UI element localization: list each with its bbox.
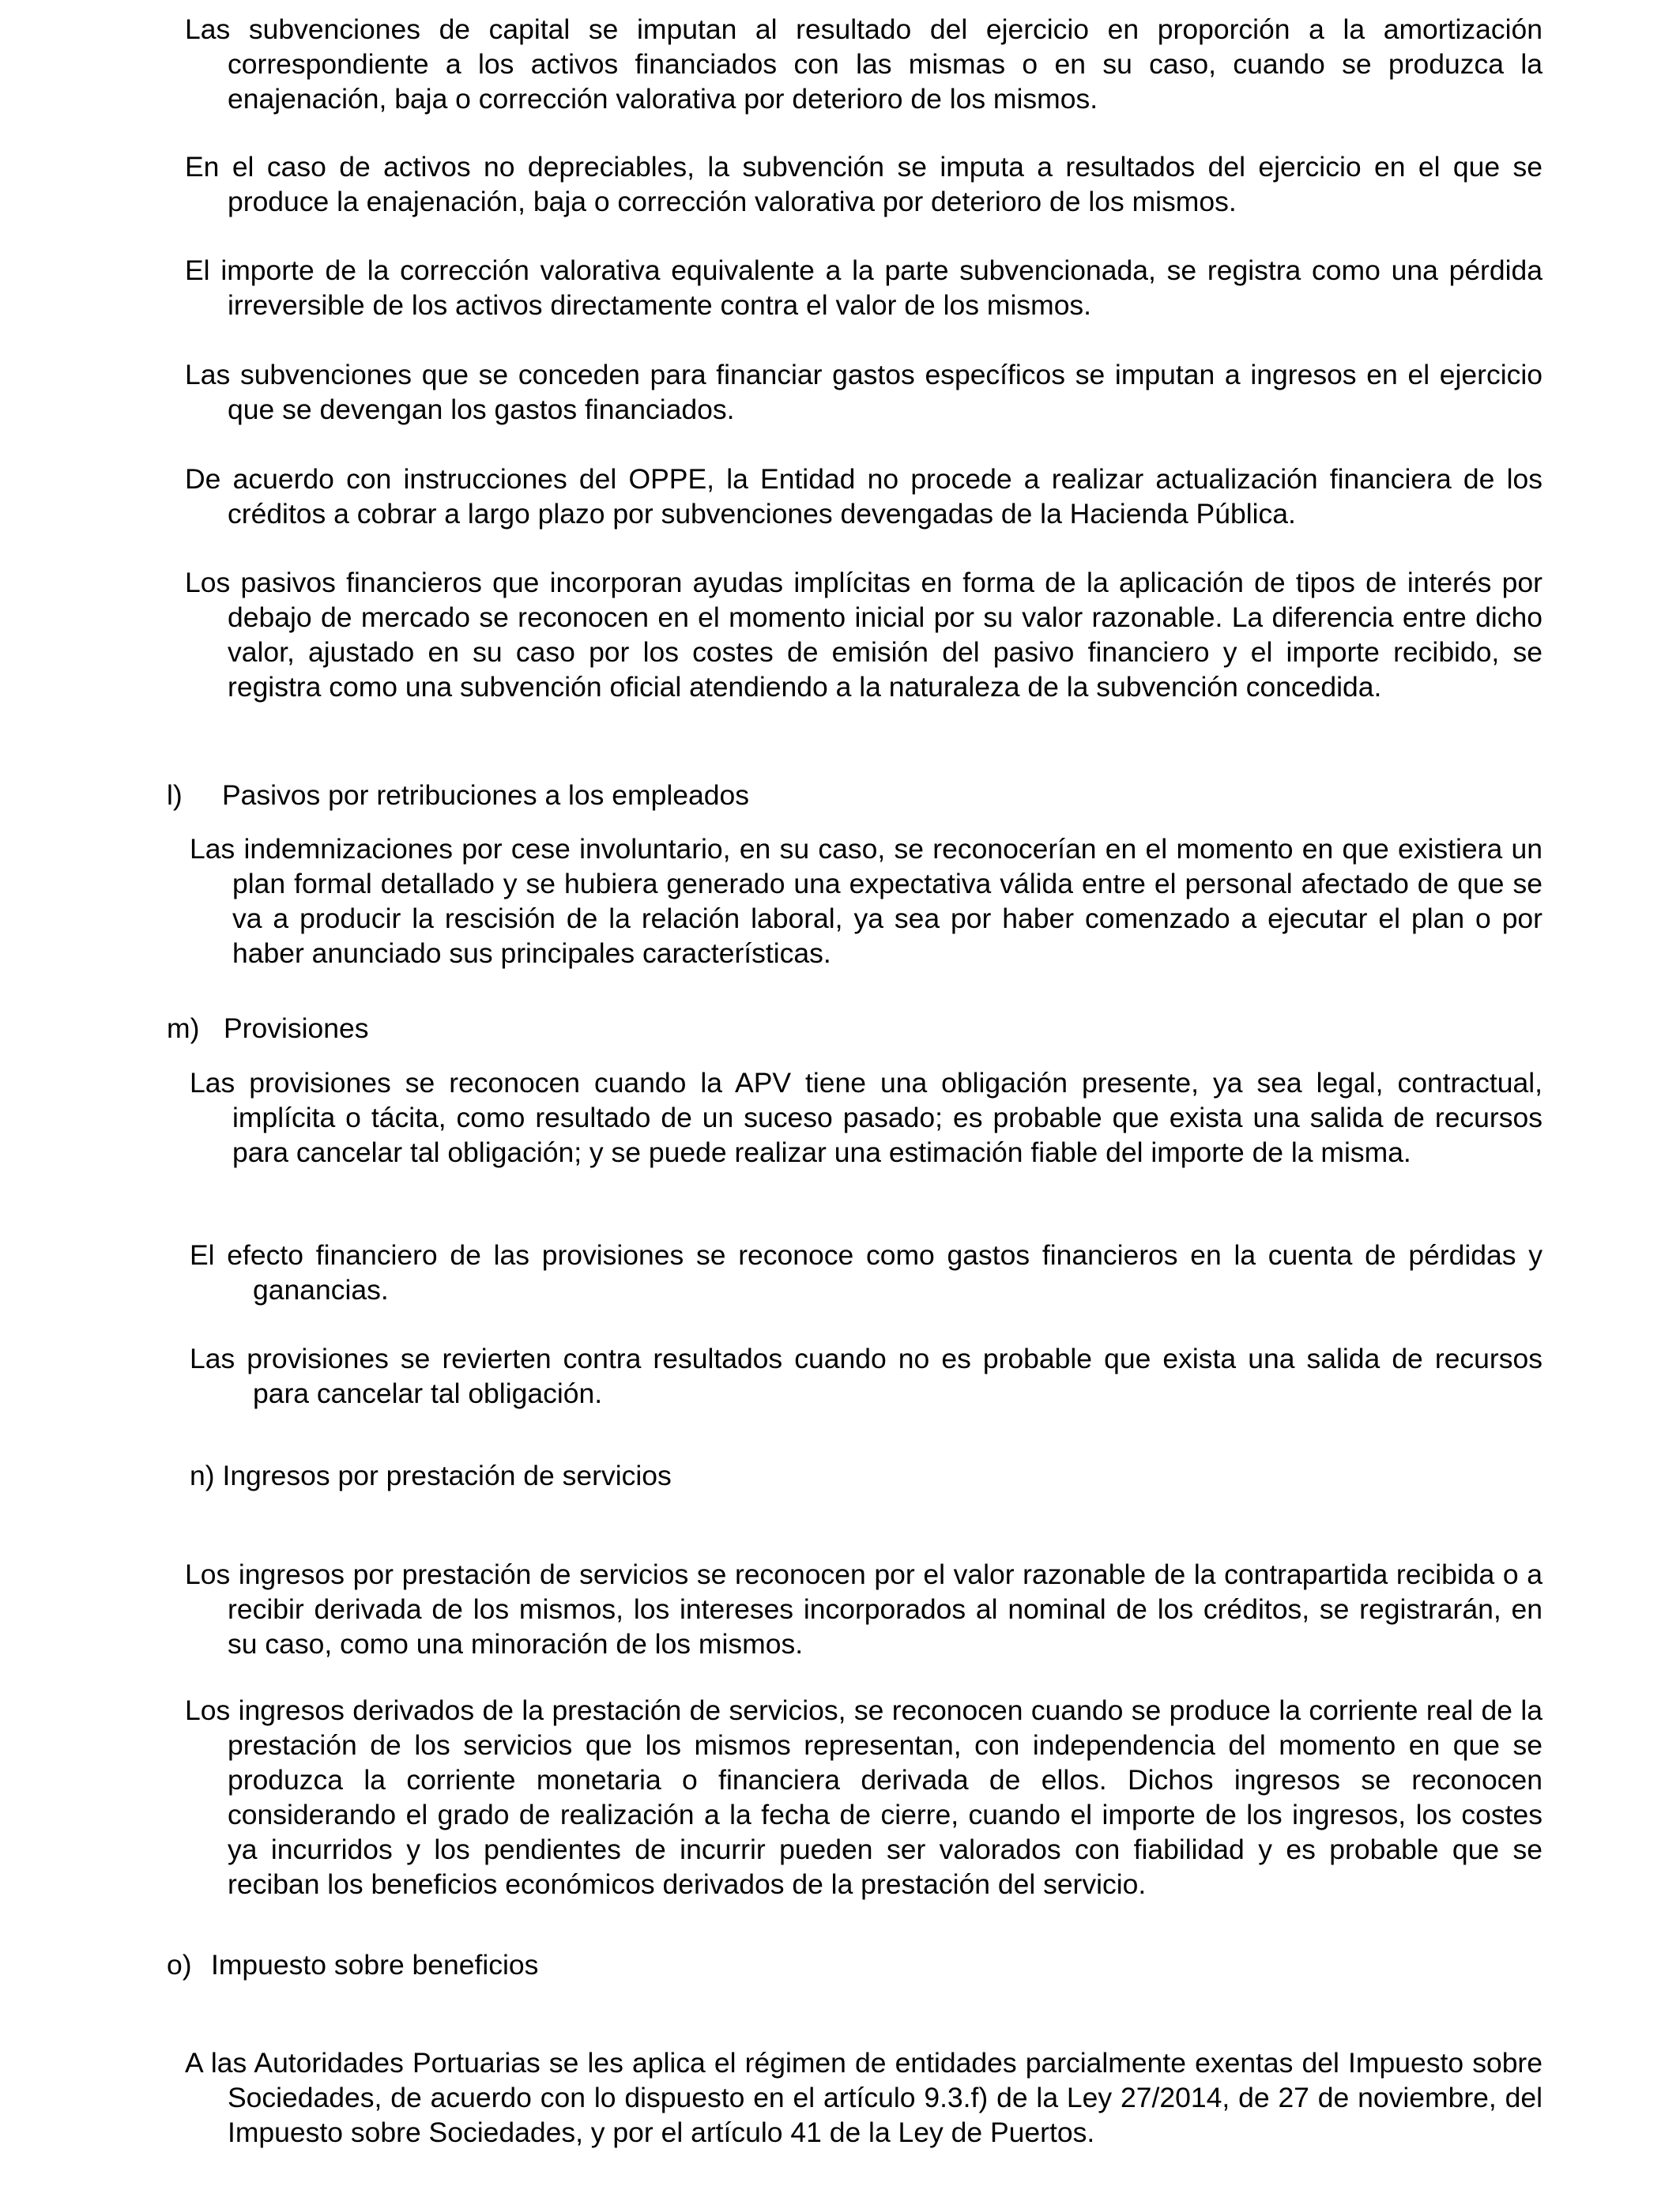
section-marker: o) (167, 1949, 192, 1981)
section-heading-l (167, 778, 749, 812)
paragraph-activos-no-depreciables: En el caso de activos no depreciables, la subvención se imputa a resultados del ejercicio en el que se produce la enajenación, baja o corrección valorativa por deterioro de los mismos. (185, 151, 1543, 217)
paragraph-indemnizaciones: Las indemnizaciones por cese involuntario, en su caso, se reconocerían en el momento en que existiera un plan formal detallado y se hubiera generado una expectativa válida entre el personal afectado de que se va a producir la rescisión de la relación laboral, ya sea por haber comenzado a ejecutar el plan o por haber anunciado sus principales características. (190, 833, 1543, 969)
paragraph-provisiones-reconocen: Las provisiones se reconocen cuando la APV tiene una obligación presente, ya sea legal, contractual, implícita o tácita, como resultado de un suceso pasado; es probable que exista una salida de recursos para cancelar tal obligación; y se puede realizar una estimación fiable del importe de la misma. (190, 1067, 1543, 1168)
section-title: Ingresos por prestación de servicios (222, 1460, 672, 1491)
section-title: Provisiones (224, 1012, 369, 1044)
section-heading-n (190, 1458, 672, 1493)
section-marker: l) (167, 779, 183, 811)
paragraph-correccion-valorativa: El importe de la corrección valorativa equivalente a la parte subvencionada, se registra como una pérdida irreversible de los activos directamente contra el valor de los mismos. (185, 254, 1543, 321)
section-marker: n) (190, 1460, 215, 1491)
section-title: Pasivos por retribuciones a los empleados (222, 779, 749, 811)
section-marker: m) (167, 1012, 200, 1044)
section-heading-o (167, 1947, 538, 1982)
paragraph-pasivos-financieros: Los pasivos financieros que incorporan ayudas implícitas en forma de la aplicación de tipos de interés por debajo de mercado se reconocen en el momento inicial por su valor razonable. La diferencia entre dicho valor, ajustado en su caso por los costes de emisión del pasivo financiero y el importe recibido, se registra como una subvención oficial atendiendo a la naturaleza de la subvención concedida. (185, 567, 1543, 703)
paragraph-gastos-especificos: Las subvenciones que se conceden para financiar gastos específicos se imputan a ingresos en el ejercicio que se devengan los gastos financiados. (185, 359, 1543, 425)
paragraph-subvenciones-capital: Las subvenciones de capital se imputan al resultado del ejercicio en proporción a la amortización correspondiente a los activos financiados con las mismas o en su caso, cuando se produzca la enajenación, baja o corrección valorativa por deterioro de los mismos. (185, 13, 1543, 115)
section-heading-m (167, 1011, 369, 1046)
paragraph-efecto-financiero: El efecto financiero de las provisiones se reconoce como gastos financieros en la cuenta de pérdidas y ganancias. (190, 1239, 1543, 1306)
paragraph-ingresos-corriente-real: Los ingresos derivados de la prestación de servicios, se reconocen cuando se produce la corriente real de la prestación de los servicios que los mismos representan, con independencia del momento en que se produzca la corriente monetaria o financiera derivada de ellos. Dichos ingresos se reconocen considerando el grado de realización a la fecha de cierre, cuando el importe de los ingresos, los costes ya incurridos y los pendientes de incurrir pueden ser valorados con fiabilidad y es probable que se reciban los beneficios económicos derivados de la prestación del servicio. (185, 1695, 1543, 1900)
paragraph-ingresos-valor-razonable: Los ingresos por prestación de servicios se reconocen por el valor razonable de la contrapartida recibida o a recibir derivada de los mismos, los intereses incorporados al nominal de los créditos, se registrarán, en su caso, como una minoración de los mismos. (185, 1559, 1543, 1660)
paragraph-provisiones-revierten: Las provisiones se revierten contra resultados cuando no es probable que exista una salida de recursos para cancelar tal obligación. (190, 1343, 1543, 1409)
section-title: Impuesto sobre beneficios (211, 1949, 539, 1981)
paragraph-impuesto-sociedades: A las Autoridades Portuarias se les aplica el régimen de entidades parcialmente exentas del Impuesto sobre Sociedades, de acuerdo con lo dispuesto en el artículo 9.3.f) de la Ley 27/2014, de 27 de noviembre, del Impuesto sobre Sociedades, y por el artículo 41 de la Ley de Puertos. (185, 2047, 1543, 2148)
paragraph-instrucciones-oppe: De acuerdo con instrucciones del OPPE, la Entidad no procede a realizar actualización financiera de los créditos a cobrar a largo plazo por subvenciones devengadas de la Hacienda Pública. (185, 463, 1543, 530)
